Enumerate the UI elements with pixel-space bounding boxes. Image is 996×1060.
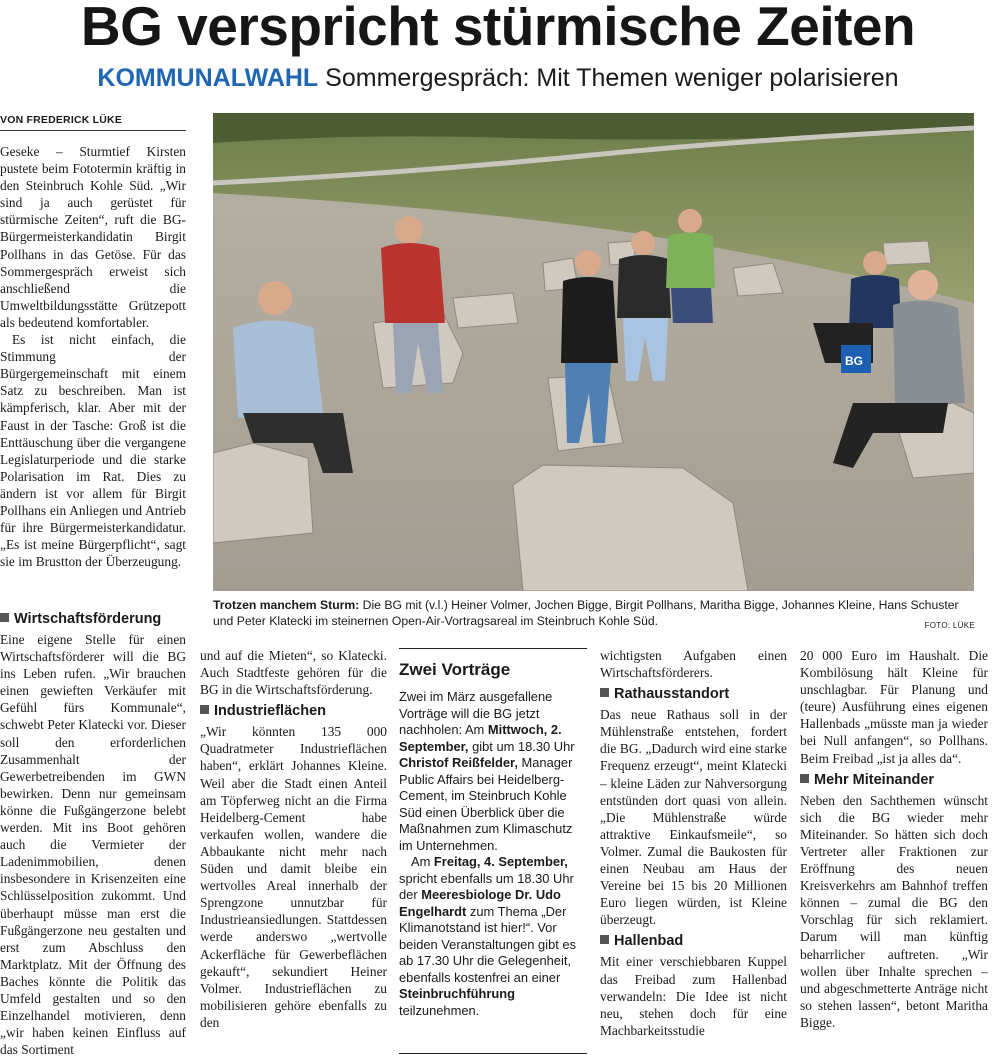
article-photo [213, 113, 974, 591]
subheading-hallenbad [600, 932, 787, 950]
subheading-industrieflaechen [200, 702, 387, 720]
column-5 [800, 647, 988, 1031]
headline: BG verspricht stürmische Zeiten [80, 0, 916, 57]
info-box-paragraph: Zwei im März ausgefallene Vorträge will die BG jetzt nachholen: Am Mittwoch, 2. September, gibt um 18.30 Uhr Christof Reißfelder, Manager Public Affairs bei Heidelberg-Cement, im Steinbruch Kohle Süd einen Überblick über die Maßnahmen zum Klimaschutz im Unternehmen. [399, 689, 575, 853]
square-bullet-icon [200, 705, 209, 714]
byline: VON FREDERICK LÜKE [0, 114, 186, 131]
article-paragraph: wichtigsten Aufgaben einen Wirtschaftsförderers. [600, 648, 787, 681]
caption-lead: Trotzen manchem Sturm: [213, 598, 360, 612]
square-bullet-icon [800, 774, 809, 783]
info-box-paragraph: Am Freitag, 4. September, spricht ebenfalls um 18.30 Uhr der Meeresbiologe Dr. Udo Engelhardt zum Thema „Der Klimanotstand ist hier!“. Vor beiden Veranstaltungen gibt es ab 17.30 Uhr die Gelegenheit, ebenfalls kostenfrei an einer Steinbruchführung teilzunehmen. [399, 854, 577, 1018]
column-1-top [0, 143, 186, 570]
article-paragraph: und auf die Mieten“, so Klatecki. Auch Stadtfeste gehören für die BG in die Wirtschaftsförderung. [200, 648, 387, 698]
column-4 [600, 647, 787, 1039]
subheading-rathausstandort [600, 685, 787, 703]
photo-caption [213, 598, 975, 633]
article-paragraph: 20 000 Euro im Haushalt. Die Kombilösung hält Kleine für unschlagbar. Für Planung und (teure) Ausführung eines eigenen Hallenbads „müsste man ja wieder bei Null anfangen“, so Pollhans. Beim Freibad „ist ja alles da“. [800, 648, 988, 766]
subheading-label: Hallenbad [614, 933, 684, 950]
subheading-wirtschaftsfoerderung [0, 610, 186, 628]
article-paragraph: „Wir könnten 135 000 Quadratmeter Industrieflächen haben“, erklärt Johannes Kleine. Weil aber die Stadt einen Anteil am Töpferweg nicht an die Firma Heidelberg-Cement habe verkaufen wollen, wandere die Abbaukante nicht mehr nach Süden und damit bleibe ein wertvolles Areal innerhalb der Sprengzone unnutzbar für Industrieansiedlungen. Stattdessen werde anderswo „wertvolle Ackerfläche für Gewerbeflächen gekauft“, sekundiert Heiner Volmer. Industrieflächen zu mobilisieren gehöre ebenfalls zu den [200, 724, 387, 1030]
subheadline-kicker: KOMMUNALWAHL [97, 64, 319, 92]
article-paragraph: Es ist nicht einfach, die Stimmung der Bürgergemeinschaft mit einem Satz zu beschreiben. Man ist kämpferisch, klar. Aber mit der Faust in der Tasche: Groß ist die Enttäuschung über die vergangene Legislaturperiode und die starke Polarisation im Rat. Dies zu ändern ist vor allem für Birgit Pollhans ein Anliegen und Antrieb für ihre Bürgermeisterkandidatur. „Es ist meine Bürgerpflicht“, sagt sie im Brustton der Überzeugung. [0, 332, 186, 570]
subheadline-text: Sommergespräch: Mit Themen weniger polarisieren [325, 64, 899, 92]
bag-label: BG [845, 354, 863, 368]
column-1-bottom [0, 606, 186, 1058]
column-2 [200, 647, 387, 1031]
square-bullet-icon [600, 688, 609, 697]
subheading-label: Rathausstandort [614, 686, 730, 703]
article-paragraph: Eine eigene Stelle für einen Wirtschaftsförderer will die BG ins Leben rufen. „Wir brauchen einen gewieften Verkäufer mit Gefühl fürs Kommunale“, schwebt Peter Klatecki vor. Dieser soll den erforderlichen Zusammenhalt der Gewerbetreibenden im GWN bewirken. Denn nur gemeinsam könne die Fußgängerzone belebt werden. Mit ins Boot gehören auch die Vermieter der Ladenimmobilien, denen insbesondere in Krisenzeiten eine Schlüsselposition zukommt. Und überhaupt müsse man erst die Fußgängerzone neu gestalten und erst zum Abschluss den Marktplatz. Mit der Öffnung des Baches könnte die Politik das Umfeld gestalten und so den Einzelhandel motivieren, denn „wir haben keinen Einfluss auf das Sortiment [0, 632, 186, 1058]
caption-text: Die BG mit (v.l.) Heiner Volmer, Jochen Bigge, Birgit Pollhans, Maritha Bigge, Johannes Kleine, Hans Schuster und Peter Klatecki im steinernen Open-Air-Vortragsareal im Steinbruch Kohle Süd. [213, 598, 959, 628]
subheading-mehr-miteinander [800, 771, 988, 789]
article-paragraph: Geseke – Sturmtief Kirsten pustete beim Fototermin kräftig in den Steinbruch Kohle Süd. „Wir sind ja auch gerüstet für stürmische Zeiten“, ruft die BG-Bürgermeisterkandidatin Birgit Pollhans in das Getöse. Für das Sommergespräch erweist sich anschließend die Umweltbildungsstätte Grützepott als bedeutend komfortabler. [0, 144, 186, 330]
article-paragraph: Mit einer verschiebbaren Kuppel das Freibad zum Hallenbad verwandeln: Die Idee ist nicht neu, stehen doch für eine Machbarkeitsstudie [600, 954, 787, 1038]
article-paragraph: Das neue Rathaus soll in der Mühlenstraße entstehen, fordert die BG. „Dadurch wird eine starke Frequenz erzeugt“, meint Klatecki – kleine Läden zur Nahversorgung entstünden dort quasi von allein. „Die Mühlenstraße würde attraktive Einkaufsmeile“, so Volmer. Zumal die Baukosten für einen Neubau am Haus der Vereine bei 15 bis 20 Millionen Euro liegen würden, ist Kleine überzeugt. [600, 707, 787, 928]
article-paragraph: Neben den Sachthemen wünscht sich die BG wieder mehr Miteinander. So hätten sich doch Vertreter aller Fraktionen zur Eröffnung des neuen Kreisverkehrs am Bahnhof treffen können – zumal die BG den Vorschlag für sich reklamiert. Darum will man künftig beharrlicher auftreten. „Wir wollen über Inhalte sprechen – und abgeschmetterte Anträge nicht so stehen lassen“, betont Maritha Bigge. [800, 792, 988, 1030]
photo-credit: FOTO: LÜKE [924, 620, 975, 630]
info-box-title: Zwei Vorträge [399, 660, 511, 679]
info-box-vortraege [399, 648, 587, 1054]
subheadline [0, 62, 996, 94]
square-bullet-icon [600, 935, 609, 944]
subheading-label: Wirtschaftsförderung [14, 611, 162, 627]
subheading-label: Industrieflächen [214, 703, 326, 720]
subheading-label: Mehr Miteinander [814, 771, 935, 788]
square-bullet-icon [0, 613, 9, 622]
